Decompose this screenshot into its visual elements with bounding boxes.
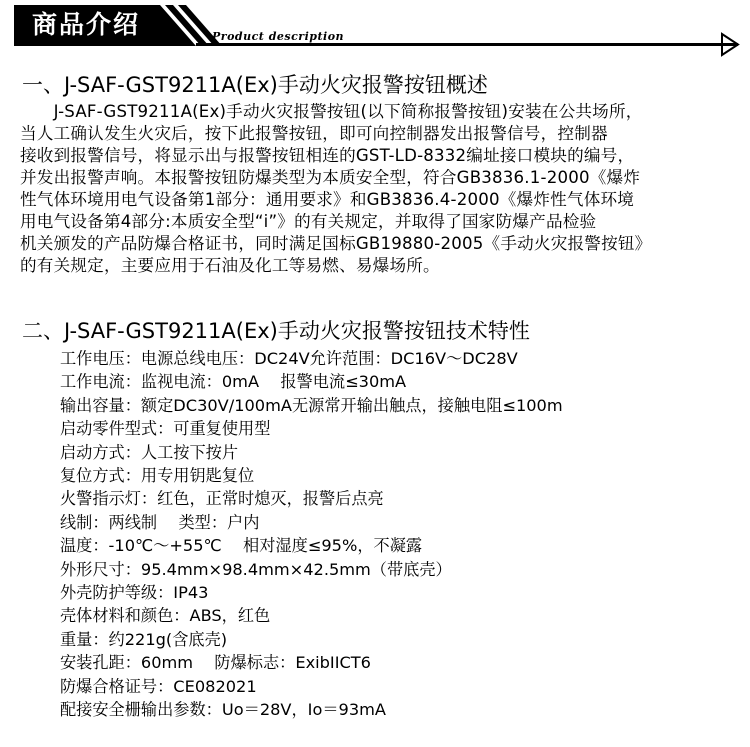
section-1-paragraph xyxy=(20,101,745,277)
spec-item: 工作电压：电源总线电压：DC24V允许范围：DC16V～DC28V xyxy=(60,349,518,368)
spec-item: 温度：-10℃～+55℃ 相对湿度≤95%，不凝露 xyxy=(60,536,423,556)
spec-item: 启动方式：人工按下按片 xyxy=(60,442,239,462)
spec-item: 复位方式：用专用钥匙复位 xyxy=(60,466,255,486)
paragraph-line: 接收到报警信号，将显示出与报警按钮相连的GST-LD-8332编址接口模块的编号， xyxy=(20,146,635,165)
spec-item: 外形尺寸：95.4mm×98.4mm×42.5mm（带底壳） xyxy=(60,559,452,579)
spec-item: 重量：约221g(含底壳) xyxy=(60,629,228,649)
banner-title: 商品介绍 xyxy=(32,10,141,39)
spec-item: 配接安全栅输出参数：Uo＝28V，Io＝93mA xyxy=(60,700,386,720)
spec-item: 工作电流：监视电流：0mA 报警电流≤30mA xyxy=(60,372,407,392)
spec-list xyxy=(60,347,563,722)
spec-item: 安装孔距：60mm 防爆标志：ExibIICT6 xyxy=(60,653,371,673)
paragraph-line: 的有关规定，主要应用于石油及化工等易燃、易爆场所。 xyxy=(20,256,440,275)
paragraph-line: 并发出报警声响。本报警按钮防爆类型为本质安全型，符合GB3836.1-2000《爆炸 xyxy=(20,168,641,187)
section-2-title: 二、J-SAF-GST9211A(Ex)手动火灾报警按钮技术特性 xyxy=(22,319,530,343)
paragraph-line: 用电气设备第4部分:本质安全型“i”》的有关规定，并取得了国家防爆产品检验 xyxy=(20,212,597,231)
paragraph-line: 机关颁发的产品防爆合格证书，同时满足国标GB19880-2005《手动火灾报警按钮》 xyxy=(20,234,652,253)
paragraph-line: 当人工确认发生火灾后，按下此报警按钮，即可向控制器发出报警信号，控制器 xyxy=(20,124,608,143)
spec-item: 启动零件型式：可重复使用型 xyxy=(60,419,271,439)
spec-item: 壳体材料和颜色：ABS，红色 xyxy=(60,606,271,626)
spec-item: 外壳防护等级：IP43 xyxy=(60,583,209,603)
spec-item: 火警指示灯：红色，正常时熄灭，报警后点亮 xyxy=(60,489,384,509)
paragraph-line: 性气体环境用电气设备第1部分：通用要求》和GB3836.4-2000《爆炸性气体环境 xyxy=(20,190,635,209)
spec-item: 线制：两线制 类型：户内 xyxy=(60,512,260,532)
header-banner xyxy=(0,0,750,62)
spec-item: 输出容量：额定DC30V/100mA无源常开输出触点，接触电阻≤100m xyxy=(60,395,563,415)
banner-subtitle: Product description xyxy=(212,30,345,43)
section-1-title: 一、J-SAF-GST9211A(Ex)手动火灾报警按钮概述 xyxy=(22,73,488,97)
paragraph-line: J-SAF-GST9211A(Ex)手动火灾报警按钮(以下简称报警按钮)安装在公共场所， xyxy=(20,102,643,121)
spec-item: 防爆合格证号：CE082021 xyxy=(60,676,257,696)
